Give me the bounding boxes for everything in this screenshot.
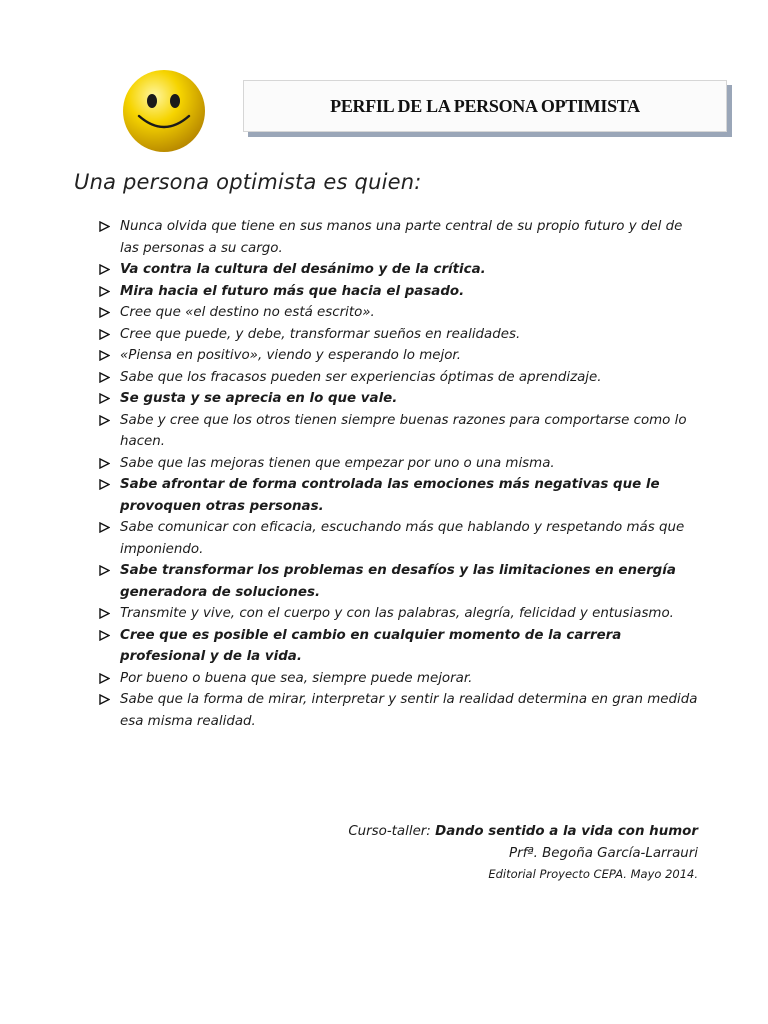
- list-item: Por bueno o buena que sea, siempre puede mejorar.: [98, 668, 698, 690]
- list-item: Sabe que los fracasos pueden ser experiencias óptimas de aprendizaje.: [98, 367, 698, 389]
- list-item: Sabe que las mejoras tienen que empezar por uno o una misma.: [98, 453, 698, 475]
- list-item: Sabe y cree que los otros tienen siempre buenas razones para comportarse como lo hacen.: [98, 410, 698, 453]
- list-item: Se gusta y se aprecia en lo que vale.: [98, 388, 698, 410]
- arrow-bullet-icon: [99, 522, 110, 533]
- page-title: PERFIL DE LA PERSONA OPTIMISTA: [330, 95, 640, 116]
- course-title: Dando sentido a la vida con humor: [435, 824, 698, 839]
- list-item: Sabe afrontar de forma controlada las emociones más negativas que le provoquen otras personas.: [98, 474, 698, 517]
- arrow-bullet-icon: [99, 673, 110, 684]
- author-credit: Prfª. Begoña García-Larrauri: [509, 846, 698, 861]
- arrow-bullet-icon: [99, 458, 110, 469]
- list-item: Cree que es posible el cambio en cualquier momento de la carrera profesional y de la vida.: [98, 625, 698, 668]
- list-item: Sabe comunicar con eficacia, escuchando más que hablando y respetando más que imponiendo.: [98, 517, 698, 560]
- publisher-credit: Editorial Proyecto CEPA. Mayo 2014.: [488, 867, 698, 881]
- course-credit: [348, 824, 698, 839]
- traits-list: [98, 216, 698, 732]
- arrow-bullet-icon: [99, 264, 110, 275]
- intro-heading: Una persona optimista es quien:: [74, 170, 422, 194]
- course-label: Curso-taller:: [348, 824, 436, 839]
- arrow-bullet-icon: [99, 286, 110, 297]
- arrow-bullet-icon: [99, 372, 110, 383]
- list-item: Cree que puede, y debe, transformar sueños en realidades.: [98, 324, 698, 346]
- arrow-bullet-icon: [99, 221, 110, 232]
- smiley-face-icon: [121, 68, 207, 154]
- list-item: Cree que «el destino no está escrito».: [98, 302, 698, 324]
- arrow-bullet-icon: [99, 479, 110, 490]
- arrow-bullet-icon: [99, 329, 110, 340]
- list-item: «Piensa en positivo», viendo y esperando lo mejor.: [98, 345, 698, 367]
- arrow-bullet-icon: [99, 393, 110, 404]
- arrow-bullet-icon: [99, 694, 110, 705]
- arrow-bullet-icon: [99, 415, 110, 426]
- arrow-bullet-icon: [99, 630, 110, 641]
- arrow-bullet-icon: [99, 565, 110, 576]
- list-item: Sabe que la forma de mirar, interpretar y sentir la realidad determina en gran medida esa misma realidad.: [98, 689, 698, 732]
- list-item: Sabe transformar los problemas en desafíos y las limitaciones en energía generadora de soluciones.: [98, 560, 698, 603]
- arrow-bullet-icon: [99, 608, 110, 619]
- list-item: Mira hacia el futuro más que hacia el pasado.: [98, 281, 698, 303]
- list-item: Nunca olvida que tiene en sus manos una parte central de su propio futuro y del de las personas a su cargo.: [98, 216, 698, 259]
- arrow-bullet-icon: [99, 307, 110, 318]
- list-item: Va contra la cultura del desánimo y de la crítica.: [98, 259, 698, 281]
- title-box: [243, 80, 727, 132]
- list-item: Transmite y vive, con el cuerpo y con las palabras, alegría, felicidad y entusiasmo.: [98, 603, 698, 625]
- arrow-bullet-icon: [99, 350, 110, 361]
